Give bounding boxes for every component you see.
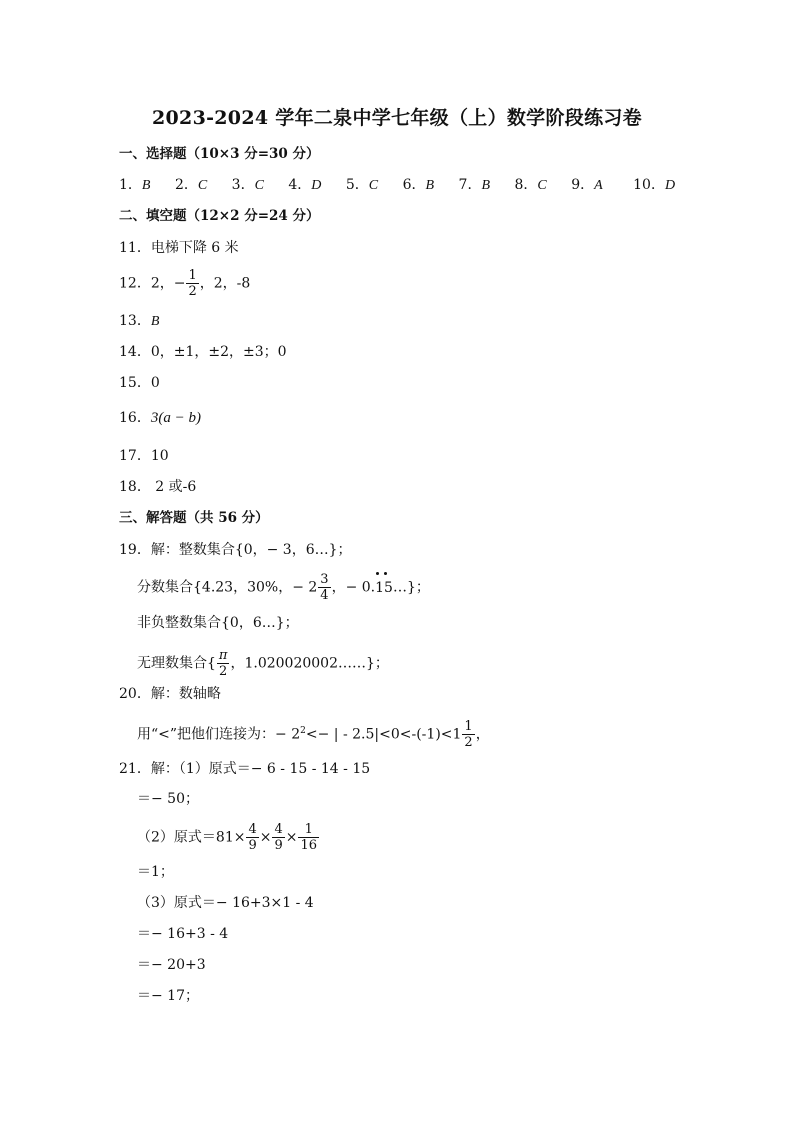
fraction: [318, 572, 330, 603]
q21-line-3: [137, 822, 320, 853]
fill-answer-13-value: B: [150, 314, 160, 329]
q19-irrational-prefix: 无理数集合{: [137, 655, 216, 672]
fraction-numerator: 1: [304, 822, 313, 837]
choice-answer: B: [425, 178, 435, 193]
repeating-digits: 15: [375, 579, 393, 596]
fill-answer-12: [119, 268, 250, 299]
choice-num: 5．: [345, 177, 369, 193]
q21-line-2: ＝− 50；: [137, 791, 199, 807]
choice-num: 8．: [514, 177, 538, 193]
fraction-denominator: 2: [188, 284, 197, 299]
fill-answer-14: 14．0，±1，±2，±3；0: [119, 344, 287, 360]
q21-part2-prefix: （2）原式＝81×: [137, 829, 246, 846]
fraction: [272, 822, 284, 853]
q21-line-5: （3）原式＝− 16+3×1 - 4: [137, 895, 314, 911]
fill-answer-18: 18． 2 或-6: [119, 479, 197, 495]
fill-answer-12-prefix: 12．2，−: [119, 275, 186, 292]
section-solve-heading: 三、解答题（共 56 分）: [119, 510, 269, 526]
fraction-numerator: π: [218, 648, 228, 663]
choice-num: 10．: [633, 177, 665, 193]
fraction: [462, 719, 474, 750]
fill-answer-13-number: 13．: [119, 313, 151, 329]
fraction-denominator: 9: [248, 838, 257, 853]
fill-answer-12-suffix: ，2，-8: [199, 275, 251, 292]
q19-fraction-set-suffix: …}；: [392, 579, 430, 596]
fill-answer-16-number: 16．: [119, 410, 151, 426]
fraction: [298, 822, 319, 853]
fraction-denominator: 4: [320, 588, 329, 603]
choice-answer: B: [141, 178, 151, 193]
fraction: [186, 268, 198, 299]
q21-line-7: ＝− 20+3: [137, 957, 206, 973]
q19-line-2: [137, 572, 430, 603]
q19-line-3: 非负整数集合{0，6…}；: [137, 615, 299, 631]
page-title: 2023-2024 学年二泉中学七年级（上）数学阶段练习卷: [152, 107, 642, 129]
fraction: [246, 822, 258, 853]
choice-answer: A: [594, 178, 603, 193]
q20-order-middle: <− | - 2.5|<0<-(-1)<1: [305, 726, 462, 743]
q19-line-1: 19．解：整数集合{0，− 3，6…}；: [119, 542, 352, 558]
fraction: [217, 648, 230, 679]
choice-num: 9．: [571, 177, 595, 193]
choice-answers-row: [119, 176, 675, 195]
choice-num: 7．: [458, 177, 482, 193]
choice-answer: C: [197, 178, 208, 193]
choice-answer: C: [368, 178, 379, 193]
fraction-denominator: 9: [274, 838, 283, 853]
choice-answer: D: [664, 178, 676, 193]
fraction-numerator: 4: [274, 822, 283, 837]
fraction-denominator: 16: [300, 838, 318, 853]
times-sign: ×: [285, 829, 298, 846]
fraction-numerator: 1: [188, 268, 197, 283]
repeating-decimal: [375, 579, 393, 597]
fill-answer-16: [119, 409, 201, 427]
section-fill-heading: 二、填空题（12×2 分=24 分）: [119, 208, 320, 224]
choice-num: 2．: [174, 177, 198, 193]
q20-line-1: 20．解：数轴略: [119, 686, 221, 702]
q20-order-prefix: 用“<”把他们连接为：− 2: [137, 726, 301, 743]
q20-line-2: [137, 719, 490, 750]
q19-line-4: [137, 648, 389, 679]
times-sign: ×: [259, 829, 272, 846]
q19-decimal-prefix: ，− 0.: [331, 579, 376, 596]
fill-answer-17: 17．10: [119, 448, 169, 464]
section-choice-heading: 一、选择题（10×3 分=30 分）: [119, 146, 320, 162]
q20-order-suffix: ，: [475, 726, 490, 743]
choice-answer: C: [537, 178, 547, 193]
fraction-denominator: 2: [464, 735, 473, 750]
q21-line-6: ＝− 16+3 - 4: [137, 926, 229, 942]
fraction-numerator: 4: [248, 822, 257, 837]
repeat-dot-icon: [376, 572, 379, 575]
q21-line-4: ＝1；: [137, 864, 174, 880]
fill-answer-11: 11．电梯下降 6 米: [119, 240, 239, 256]
choice-answer: D: [311, 178, 322, 193]
choice-answer: C: [254, 178, 264, 193]
fill-answer-15: 15．0: [119, 375, 160, 391]
choice-answer: B: [481, 178, 491, 193]
q21-line-1: 21．解：（1）原式＝− 6 - 15 - 14 - 15: [119, 761, 371, 777]
fraction-numerator: 3: [320, 572, 329, 587]
fraction-numerator: 1: [464, 719, 473, 734]
exponent: 2: [300, 725, 306, 736]
choice-num: 6．: [402, 177, 426, 193]
fraction-denominator: 2: [219, 664, 228, 679]
q19-irrational-suffix: ，1.020020002……}；: [230, 655, 389, 672]
fill-answer-16-value: 3(a − b): [150, 410, 201, 426]
fill-answer-13: [119, 312, 159, 331]
repeat-dot-icon: [384, 572, 387, 575]
choice-num: 1．: [119, 177, 142, 193]
q21-line-8: ＝− 17；: [137, 988, 199, 1004]
choice-num: 3．: [231, 177, 255, 193]
choice-num: 4．: [288, 177, 312, 193]
q19-fraction-set-prefix: 分数集合{4.23，30%，− 2: [137, 579, 318, 596]
